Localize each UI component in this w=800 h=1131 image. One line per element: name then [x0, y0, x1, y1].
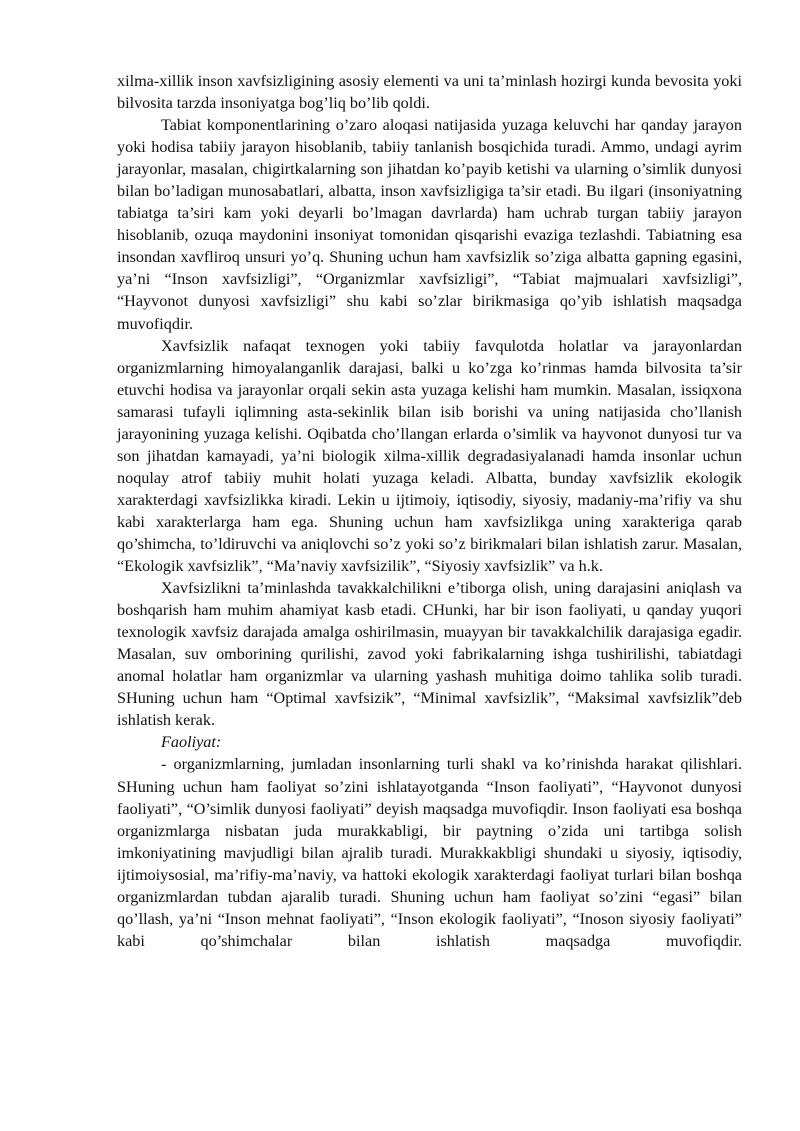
paragraph-continuation: xilma-xillik inson xavfsizligining asosiy elementi va uni ta’minlash hozirgi kunda bevosita yoki bilvosita tarzda insoniyatga bog’liq bo’lib qoldi.: [117, 72, 742, 113]
body-text: [117, 70, 742, 952]
paragraph-tabiat: Tabiat komponentlarining o’zaro aloqasi natijasida yuzaga keluvchi har qanday jarayon yoki hodisa tabiiy jarayon hisoblanib, tabiiy tanlanish bosqichida turadi. Ammo, undagi ayrim jarayonlar, masalan, chigirtkalarning son jihatdan ko’payib ketishi va ularning o’simlik dunyosi bilan bo’ladigan munosabatlari, albatta, inson xavfsizligiga ta’sir etadi. Bu ilgari (insoniyatning tabiatga ta’siri kam yoki deyarli bo’lmagan davrlarda) ham uchrab turgan tabiiy jarayon hisoblanib, ozuqa maydonini insoniyat tomonidan qisqarishi evaziga tezlashdi. Tabiatning esa insondan xavfliroq unsuri yo’q. Shuning uchun ham xavfsizlik so’ziga albatta gapning egasini, ya’ni “Inson xavfsizligi”, “Organizmlar xavfsizligi”, “Tabiat majmualari xavfsizligi”, “Hayvonot dunyosi xavfsizligi” shu kabi so’zlar birikmasiga qo’yib ishlatish maqsadga muvofiqdir.: [117, 116, 742, 333]
faoliyat-heading: Faoliyat:: [161, 733, 222, 752]
paragraph-xavfsizlik: Xavfsizlik nafaqat texnogen yoki tabiiy favqulotda holatlar va jarayonlardan organizmlarning himoyalanganlik darajasi, balki u ko’zga ko’rinmas hamda bilvosita ta’sir etuvchi hodisa va jarayonlar orqali sekin asta yuzaga kelishi ham mumkin. Masalan, issiqxona samarasi tufayli iqlimning asta-sekinlik bilan isib borishi va uning natijasida cho’llanish jarayonining yuzaga kelishi. Oqibatda cho’llangan erlarda o’simlik va hayvonot dunyosi tur va son jihatdan kamayadi, ya’ni biologik xilma-xillik degradasiyalanadi hamda insonlar uchun noqulay atrof tabiiy muhit holati yuzaga keladi. Albatta, bunday xavfsizlik ekologik xarakterdagi xavfsizlikka kiradi. Lekin u ijtimoiy, iqtisodiy, siyosiy, madaniy-ma’rifiy va shu kabi xarakterlarga ham ega. Shuning uchun ham xavfsizlikga uning xarakteriga qarab qo’shimcha, to’ldiruvchi va aniqlovchi so’z yoki so’z birikmalari bilan ishlatish zarur. Masalan, “Ekologik xavfsizlik”, “Ma’naviy xavfsizilik”, “Siyosiy xavfsizlik” va h.k.: [117, 336, 742, 576]
paragraph-faoliyat: - organizmlarning, jumladan insonlarning turli shakl va ko’rinishda harakat qilishlari. SHuning uchun ham faoliyat so’zini ishlatayotganda “Inson faoliyati”, “Hayvonot dunyosi faoliyati”, “O’simlik dunyosi faoliyati” deyish maqsadga muvofiqdir. Inson faoliyati esa boshqa organizmlarga nisbatan juda murakkabligi, bir paytning o’zida uni tartibga solish imkoniyatining mavjudligi bilan ajralib turadi. Murakkakbligi shundaki u siyosiy, iqtisodiy, ijtimoiysosial, ma’rifiy-ma’naviy, va hattoki ekologik xarakterdagi faoliyat turlari bilan boshqa organizmlardan tubdan ajaralib turadi. Shuning uchun ham faoliyat so’zini “egasi” bilan qo’llash, ya’ni “Inson mehnat faoliyati”, “Inson ekologik faoliyati”, “Inoson siyosiy faoliyati” kabi qo’shimchalar bilan ishlatish maqsadga muvofiqdir.: [117, 755, 742, 950]
paragraph-tavakkalchilik: Xavfsizlikni ta’minlashda tavakkalchilikni e’tiborga olish, uning darajasini aniqlash va boshqarish ham muhim ahamiyat kasb etadi. CHunki, har bir ison faoliyati, u qanday yuqori texnologik xavfsiz darajada amalga oshirilmasin, muayyan bir tavakkalchilik darajasiga egadir. Masalan, suv omborining qurilishi, zavod yoki fabrikalarning ishga tushirilishi, tabiatdagi anomal holatlar ham organizmlar va ularning yashash muhitiga doimo tahlika solib turadi. SHuning uchun ham “Optimal xavfsizik”, “Minimal xavfsizlik”, “Maksimal xavfsizlik”deb ishlatish kerak.: [117, 579, 742, 730]
